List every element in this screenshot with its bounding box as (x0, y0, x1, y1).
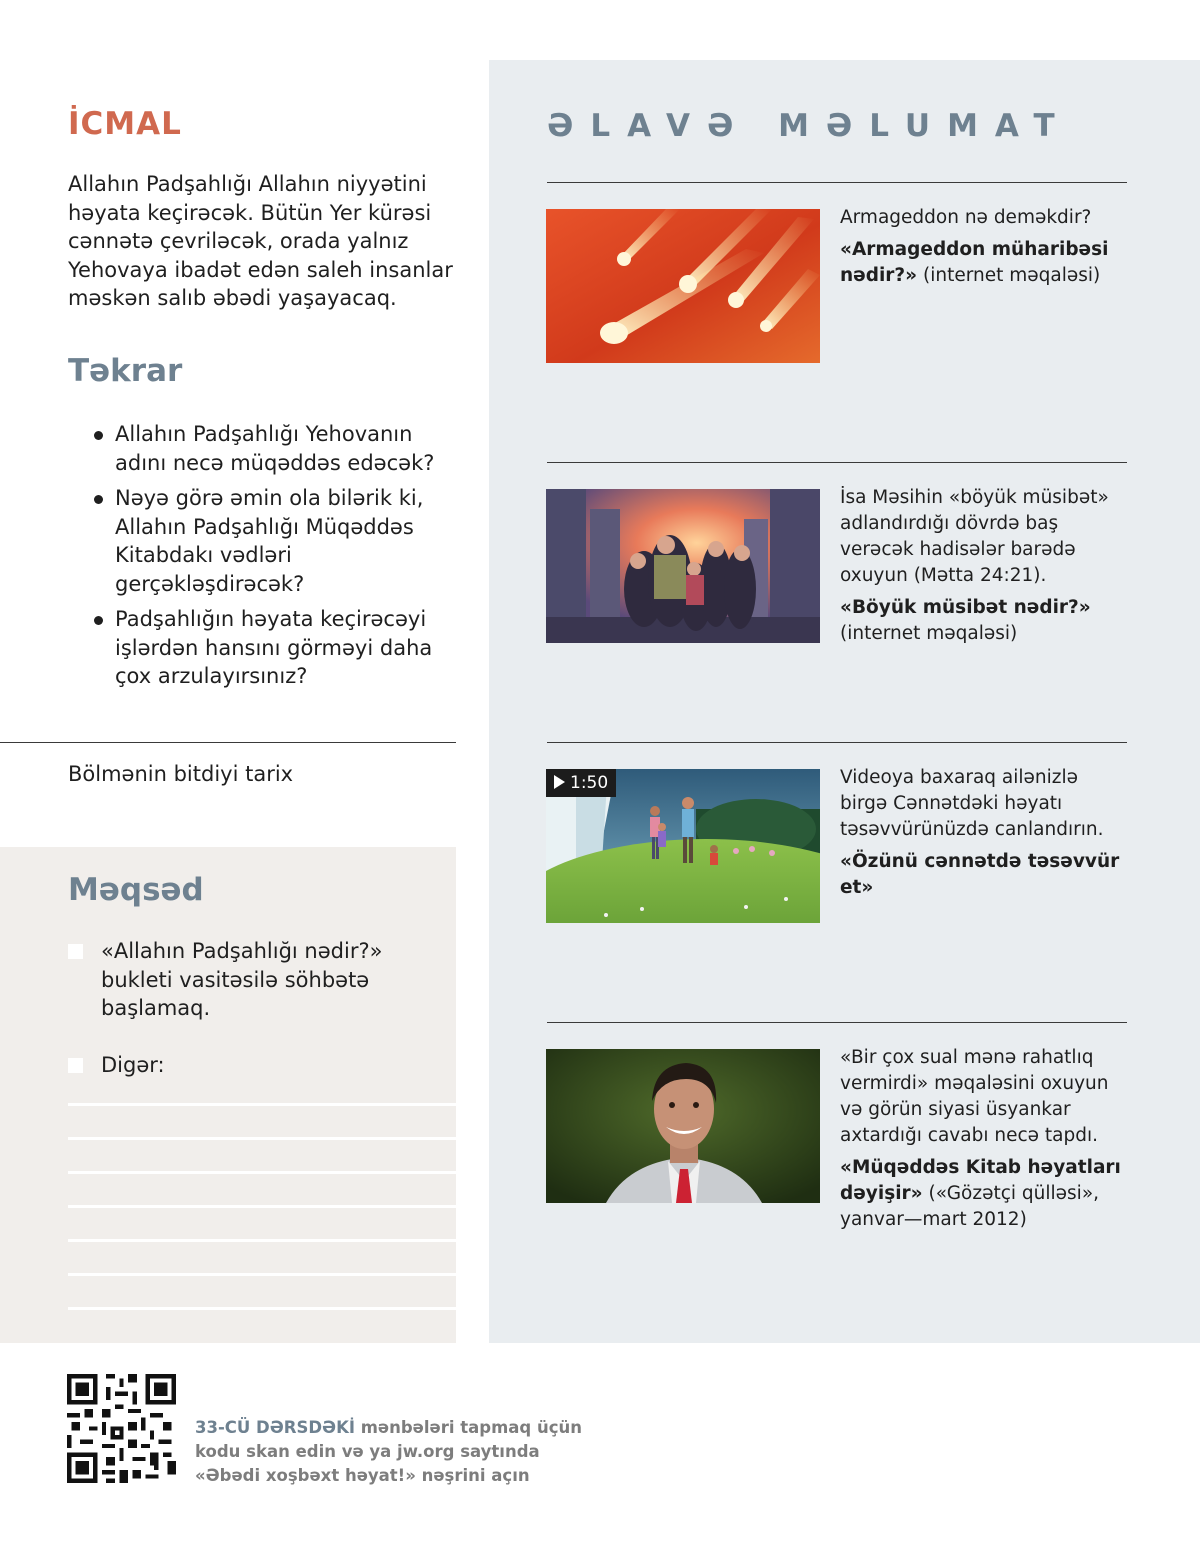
footer-line: kodu skan edin və ya jw.org saytında (195, 1442, 540, 1461)
smiling-man-portrait[interactable] (546, 1049, 820, 1203)
article-link[interactable] (840, 237, 1130, 289)
video-link[interactable] (840, 849, 1130, 901)
extra-item (840, 205, 1130, 289)
completed-date-label: Bölmənin bitdiyi tarix (68, 762, 294, 786)
extra-info-heading: ƏLAVƏ MƏLUMAT (547, 108, 1072, 144)
link-title[interactable]: «Müqəddəs Kitab həyatları dəyişir» (840, 1157, 1121, 1204)
goal-checkbox-item[interactable] (68, 937, 428, 1023)
footer-instructions (195, 1416, 582, 1488)
review-question: Padşahlığın həyata keçirəcəyi işlərdən hansını görməyi daha çox arzulayırsınız? (92, 605, 462, 691)
link-title[interactable]: «Böyük müsibət nədir?» (840, 597, 1091, 618)
footer-line: «Əbədi xoşbəxt həyat!» nəşrini açın (195, 1466, 530, 1485)
divider (547, 462, 1127, 463)
summary-text: Allahın Padşahlığı Allahın niyyətini həyata keçirəcək. Bütün Yer kürəsi cənnətə çevriləcək, orada yalnız Yehovaya ibadət edən saleh insanlar məskən salıb əbədi yaşayacaq. (68, 172, 453, 310)
divider (547, 742, 1127, 743)
meteor-shower-image[interactable] (546, 209, 820, 363)
writing-line (68, 1103, 456, 1106)
checkbox[interactable] (68, 944, 83, 959)
video-duration-badge[interactable] (546, 769, 616, 797)
checkbox[interactable] (68, 1058, 83, 1073)
article-link[interactable] (840, 1155, 1130, 1233)
video-duration: 1:50 (570, 773, 609, 793)
goal-item-label: Digər: (101, 1053, 165, 1077)
review-question: Nəyə görə əmin ola bilərik ki, Allahın Padşahlığı Müqəddəs Kitabdakı vədləri gerçəkləşdirəcək? (92, 484, 462, 598)
great-tribulation-family-image[interactable] (546, 489, 820, 643)
link-note: (internet məqaləsi) (840, 623, 1018, 644)
item-description: İsa Məsihin «böyük müsibət» adlandırdığı dövrdə baş verəcək hadisələr barədə oxuyun (Mətta 24:21). (840, 487, 1109, 586)
qr-code[interactable] (67, 1374, 176, 1483)
writing-line (68, 1239, 456, 1242)
review-heading: Təkrar (68, 353, 183, 389)
writing-line (68, 1205, 456, 1208)
review-question: Allahın Padşahlığı Yehovanın adını necə müqəddəs edəcək? (92, 420, 462, 477)
divider (0, 742, 456, 743)
goal-checkbox-item[interactable] (68, 1051, 428, 1080)
play-icon (554, 775, 565, 789)
item-description: «Bir çox sual mənə rahatlıq vermirdi» məqaləsini oxuyun və görün siyasi üsyankar axtardığı cavabı necə tapdı. (840, 1047, 1109, 1146)
review-question-list (92, 420, 462, 698)
lesson-label: 33-CÜ DƏRSDƏKİ (195, 1418, 355, 1437)
extra-item (840, 1045, 1130, 1233)
link-note: (internet məqaləsi) (917, 265, 1101, 286)
goal-heading: Məqsəd (68, 872, 204, 908)
link-title[interactable]: «Özünü cənnətdə təsəvvür et» (840, 851, 1120, 898)
divider (547, 1022, 1127, 1023)
article-link[interactable] (840, 595, 1130, 647)
writing-line (68, 1137, 456, 1140)
footer-line: mənbələri tapmaq üçün (355, 1418, 582, 1437)
divider (547, 182, 1127, 183)
goal-panel (0, 847, 456, 1343)
link-title[interactable]: «Armageddon müharibəsi nədir?» (840, 239, 1109, 286)
writing-line (68, 1171, 456, 1174)
item-description: Armageddon nə deməkdir? (840, 207, 1092, 228)
writing-line (68, 1273, 456, 1276)
extra-item (840, 485, 1130, 647)
writing-line (68, 1307, 456, 1310)
paradise-family-video-image[interactable] (546, 769, 820, 923)
link-note: («Gözətçi qülləsi», yanvar—mart 2012) (840, 1183, 1100, 1230)
summary-heading: İCMAL (68, 106, 182, 142)
item-description: Videoya baxaraq ailənizlə birgə Cənnətdəki həyatı təsəvvürünüzdə canlandırın. (840, 767, 1104, 840)
goal-item-label: «Allahın Padşahlığı nədir?» bukleti vasitəsilə söhbətə başlamaq. (101, 939, 383, 1020)
extra-item (840, 765, 1130, 901)
